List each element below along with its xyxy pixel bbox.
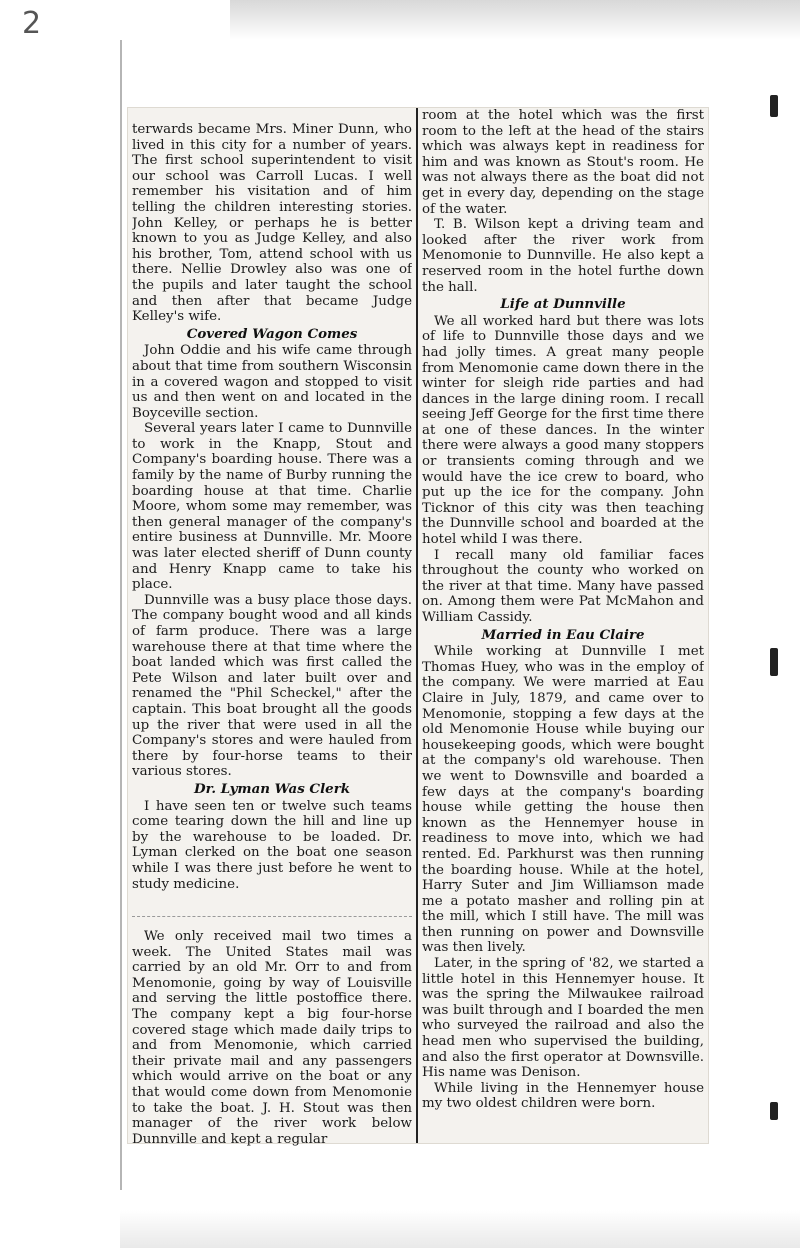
binding-mark <box>770 95 778 117</box>
subheading: Dr. Lyman Was Clerk <box>193 780 351 797</box>
subheading: Life at Dunnville <box>500 296 626 313</box>
scan-margin-line <box>120 40 122 1190</box>
newspaper-clipping <box>128 108 708 1147</box>
scan-top-shadow <box>230 0 800 40</box>
paragraph: We all worked hard but there was lots of life to Dunnville those days and we had jolly times. A great many people from Menomonie came down there in the winter for sleigh ride parties and had dances in the large dining room. I recall seeing Jeff George for the first time there at one of these dances. In the winter there were always a good many stoppers or transients coming through and we would have the ice crew to board, who put up the ice for the company. John Ticknor of this city was then teaching the Dunnville school and boarded at the hotel whild I was there. <box>422 313 704 548</box>
paragraph: We only received mail two times a week. The United States mail was carried by an old Mr. Orr to and from Menomonie, going by way of Louisville and serving the little postoffice there. The company kept a big four-horse covered stage which made daily trips to and from Menomonie, which carried their private mail and any passengers which would arrive on the boat or any that would come down from Menomonie to take the boat. J. H. Stout was then manager of the river work below Dunnville and kept a regular <box>132 929 412 1147</box>
right-column <box>422 108 704 1143</box>
paragraph: I recall many old familiar faces throughout the county who worked on the river at that time. Many have passed on. Among them were Pat McMahon and William Cassidy. <box>422 547 704 625</box>
scan-bottom-shadow <box>120 1210 800 1248</box>
paragraph: T. B. Wilson kept a driving team and looked after the river work from Menomonie to Dunnville. He also kept a reserved room in the hotel furthe down the hall. <box>422 217 704 295</box>
paragraph: While working at Dunnville I met Thomas Huey, who was in the employ of the company. We were married at Eau Claire in July, 1879, and came over to Menomonie, stopping a few days at the old Menomonie House while buying our housekeeping goods, which were bought at the company's old warehouse. Then we went to Downsville and boarded a few days at the company's boarding house while getting the house then known as the Hennemyer house in readiness to move into, which we had rented. Ed. Parkhurst was then running the boarding house. While at the hotel, Harry Suter and Jim Williamson made me a potato masher and rolling pin at the mill, which I still have. The mill was then running on power and Downsville was then lively. <box>422 644 704 956</box>
binding-mark <box>770 648 778 676</box>
paragraph: Later, in the spring of '82, we started a little hotel in this Hennemyer house. It was the spring the Milwaukee railroad was built through and I boarded the men who surveyed the railroad and also the head men who supervised the building, and also the first operator at Downsville. His name was Denison. <box>422 956 704 1081</box>
paragraph: terwards became Mrs. Miner Dunn, who lived in this city for a number of years. The first school superintendent to visit our school was Carroll Lucas. I well remember his visitation and of him telling the children interesting stories. John Kelley, or perhaps he is better known to you as Judge Kelley, and also his brother, Tom, attend school with us there. Nellie Drowley also was one of the pupils and later taught the school and then after that became Judge Kelley's wife. <box>132 122 412 325</box>
binding-mark <box>770 1102 778 1120</box>
clipping-break <box>132 898 412 917</box>
subheading: Covered Wagon Comes <box>186 325 358 342</box>
paragraph: Dunnville was a busy place those days. The company bought wood and all kinds of farm produce. There was a large warehouse there at that time where the boat landed which was first called the Pete Wilson and later built over and renamed the "Phil Scheckel," after the captain. This boat brought all the goods up the river that were used in all the Company's stores and were hauled from there by four-horse teams to their various stores. <box>132 592 412 780</box>
paragraph: While living in the Hennemyer house my two oldest children were born. <box>422 1080 704 1112</box>
page-number: 2 <box>22 6 42 41</box>
paragraph: room at the hotel which was the first room to the left at the head of the stairs which was always kept in readiness for him and was known as Stout's room. He was not always there as the boat did not get in every day, depending on the stage of the water. <box>422 108 704 217</box>
column-divider <box>416 108 418 1143</box>
paragraph: Several years later I came to Dunnville to work in the Knapp, Stout and Company's boarding house. There was a family by the name of Burby running the boarding house at that time. Charlie Moore, whom some may remember, was then general manager of the company's entire business at Dunnville. Mr. Moore was later elected sheriff of Dunn county and Henry Knapp came to take his place. <box>132 421 412 593</box>
subheading: Married in Eau Claire <box>481 626 645 643</box>
paragraph: I have seen ten or twelve such teams come tearing down the hill and line up by the warehouse to be loaded. Dr. Lyman clerked on the boat one season while I was there just before he went to study medicine. <box>132 798 412 892</box>
paragraph: John Oddie and his wife came through about that time from southern Wisconsin in a covered wagon and stopped to visit us and then went on and located in the Boyceville section. <box>132 343 412 421</box>
left-column <box>132 122 412 1157</box>
